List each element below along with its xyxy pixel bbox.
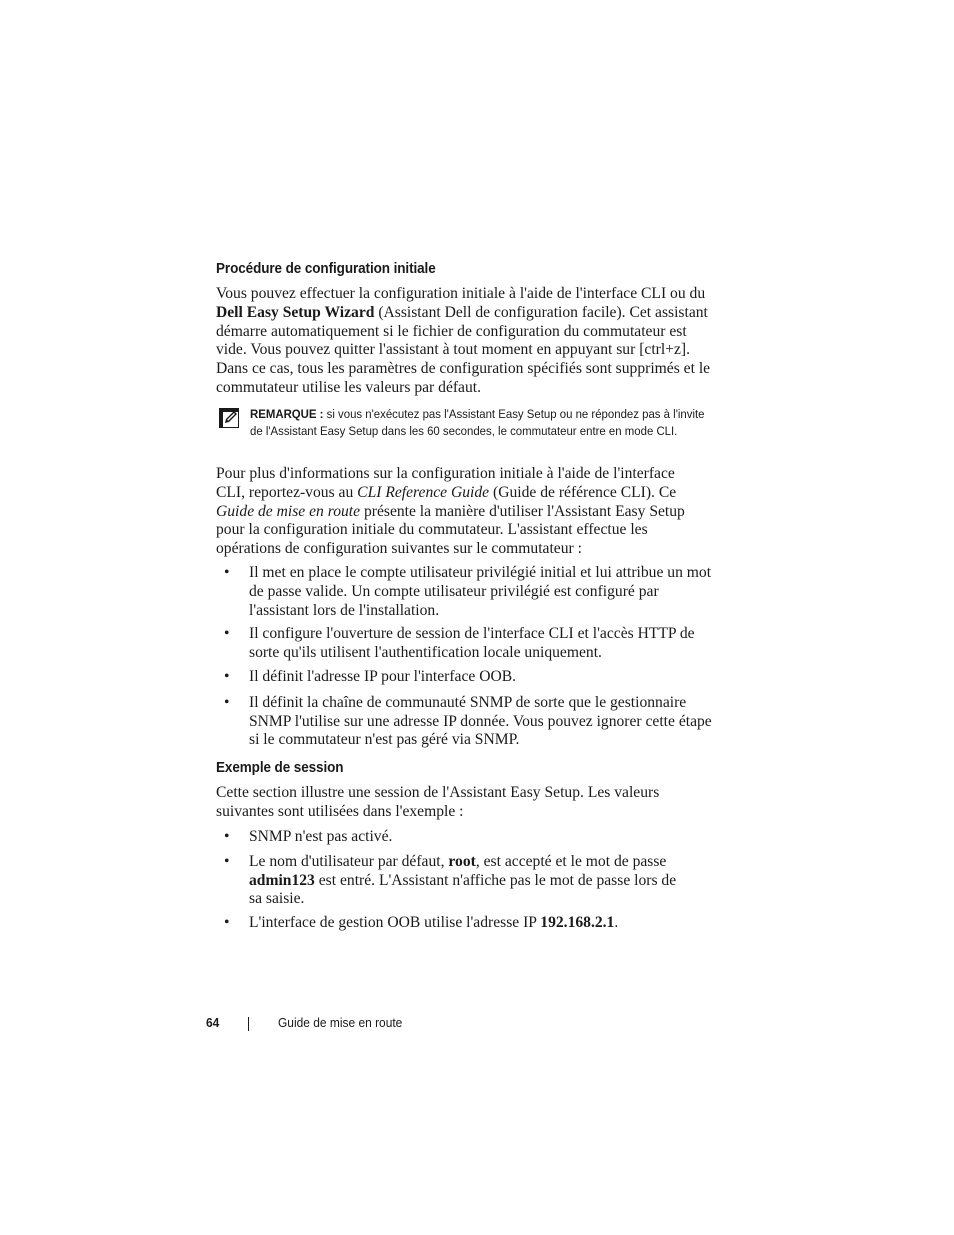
- text-run: Il définit l'adresse IP pour l'interface OOB.: [249, 667, 517, 685]
- text-run: .: [614, 914, 619, 932]
- text-run: Il définit la chaîne de communauté SNMP de sorte que le gestionnaire SNMP l'utilise sur une adresse IP donnée. Vous pouvez ignorer cette étape si le commutateur n'est pas géré via SNMP.: [249, 693, 712, 749]
- footer-divider: [248, 1017, 249, 1031]
- text-run: est entré. L'Assistant n'affiche pas le mot de passe lors de sa saisie.: [249, 871, 677, 908]
- bold-text: admin123: [249, 871, 315, 889]
- text-run: Le nom d'utilisateur par défaut,: [249, 852, 449, 870]
- list-item: • Le nom d'utilisateur par défaut, root, est accepté et le mot de passe admin123 est entré. L'Assistant n'affiche pas le mot de passe lors de sa saisie.: [224, 852, 677, 908]
- bold-text: 192.168.2.1: [540, 914, 615, 932]
- text-run: SNMP n'est pas activé.: [249, 828, 393, 845]
- paragraph-more-info: [216, 465, 701, 559]
- note-text: [250, 406, 719, 440]
- bullet-list-values: [216, 828, 719, 933]
- bullet-list-operations: [216, 564, 719, 750]
- list-item: • L'interface de gestion OOB utilise l'adresse IP 192.168.2.1.: [224, 914, 619, 932]
- text-run: Il met en place le compte utilisateur privilégié initial et lui attribue un mot de passe valide. Un compte utilisateur privilégié est configuré par l'assistant lors de l'installation.: [249, 564, 712, 619]
- footer-title: Guide de mise en route: [278, 1015, 403, 1030]
- note-pencil-icon: [219, 408, 239, 428]
- text-run: Cette section illustre une session de l'Assistant Easy Setup. Les valeurs suivantes sont utilisées dans l'exemple :: [216, 784, 660, 820]
- italic-text: Guide de mise en route: [216, 502, 361, 520]
- italic-text: CLI Reference Guide: [357, 483, 490, 501]
- list-item: • Il définit l'adresse IP pour l'interface OOB.: [224, 667, 517, 685]
- text-run: , est accepté et le mot de passe: [475, 852, 667, 870]
- list-item: • Il configure l'ouverture de session de l'interface CLI et l'accès HTTP de sorte qu'ils utilisent l'authentification locale uniquement.: [224, 625, 695, 662]
- text-run: (Guide de référence CLI). Ce: [489, 483, 677, 501]
- list-item: • SNMP n'est pas activé.: [224, 828, 393, 845]
- section-heading-session-example: Exemple de session: [216, 759, 344, 776]
- paragraph-intro: [216, 285, 713, 398]
- page-number: 64: [206, 1015, 220, 1030]
- list-item: • Il met en place le compte utilisateur privilégié initial et lui attribue un mot de passe valide. Un compte utilisateur privilégié est configuré par l'assistant lors de l'installation.: [224, 564, 712, 619]
- note-body: si vous n'exécutez pas l'Assistant Easy Setup ou ne répondez pas à l'invite de l'Assistant Easy Setup dans les 60 secondes, le commutateur entre en mode CLI.: [250, 407, 705, 438]
- list-item: • Il définit la chaîne de communauté SNMP de sorte que le gestionnaire SNMP l'utilise sur une adresse IP donnée. Vous pouvez ignorer cette étape si le commutateur n'est pas géré via SNMP.: [224, 693, 712, 749]
- paragraph-session-intro: [216, 784, 686, 822]
- text-run: Il configure l'ouverture de session de l'interface CLI et l'accès HTTP de sorte qu'ils utilisent l'authentification locale uniquement.: [249, 625, 695, 662]
- text-run: présente la manière d'utiliser l'Assistant Easy Setup pour la configuration initiale du commutateur. L'assistant effectue les opérations de configuration suivantes sur le commutateur :: [216, 502, 685, 558]
- bold-text: root: [448, 852, 476, 870]
- text-run: L'interface de gestion OOB utilise l'adresse IP: [249, 914, 541, 932]
- text-run: (Assistant Dell de configuration facile). Cet assistant démarre automatiquement si le fichier de configuration du commutateur est vide. Vous pouvez quitter l'assistant à tout moment en appuyant sur [ctrl+z]. Dans ce cas, tous les paramètres de configuration spécifiés sont supprimés et le commutateur utilise les valeurs par défaut.: [216, 303, 711, 396]
- bold-text: Dell Easy Setup Wizard: [216, 303, 375, 321]
- note-label: REMARQUE :: [250, 407, 324, 421]
- section-heading-initial-config: Procédure de configuration initiale: [216, 260, 436, 277]
- text-run: Vous pouvez effectuer la configuration initiale à l'aide de l'interface CLI ou du: [216, 285, 706, 302]
- text-run: Pour plus d'informations sur la configuration initiale à l'aide de l'interface CLI, reportez-vous au: [216, 465, 675, 501]
